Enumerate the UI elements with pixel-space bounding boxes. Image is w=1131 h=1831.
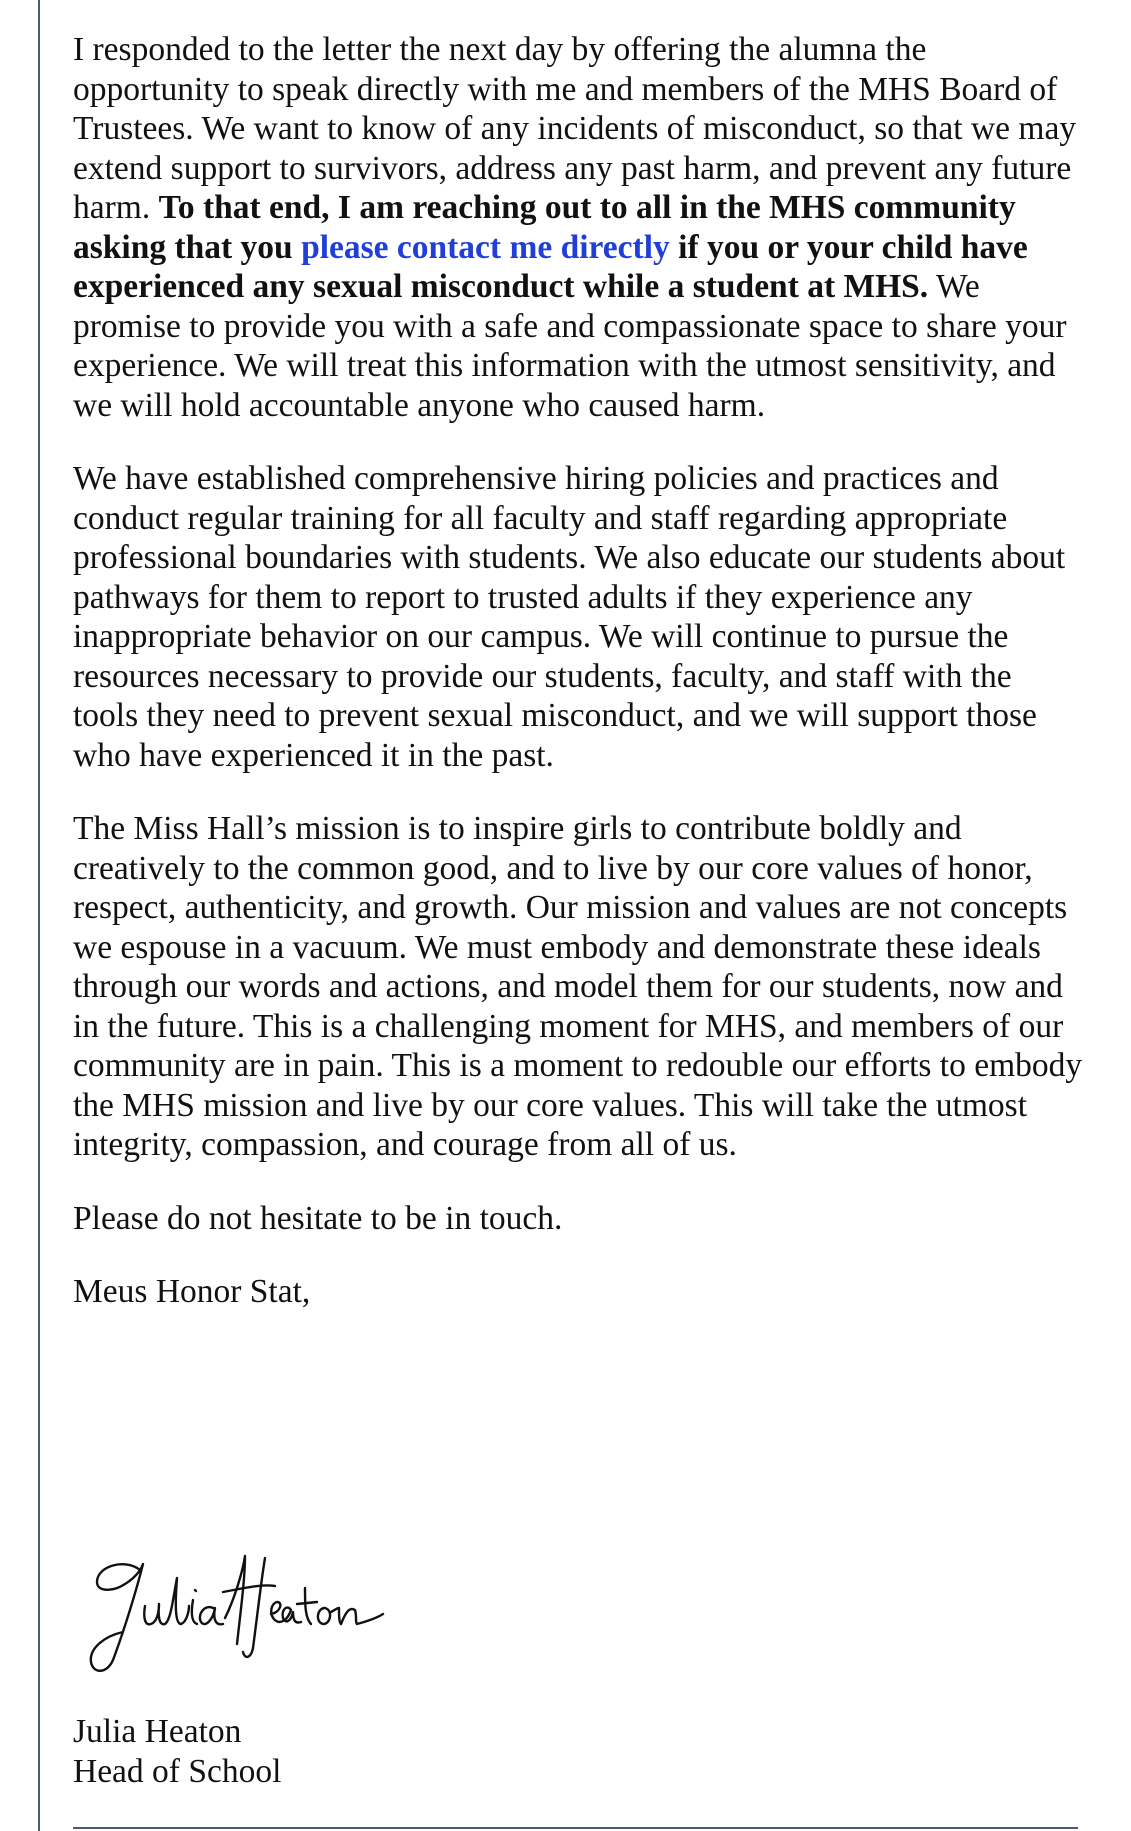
signature-block <box>73 1712 281 1792</box>
paragraph-1-bold <box>73 189 1028 305</box>
paragraph-4: Please do not hesitate to be in touch. <box>73 1199 563 1237</box>
paragraph-2: We have established comprehensive hiring policies and practices and conduct regular training for all faculty and staff regarding appropriate professional boundaries with students. We also educate our students about pathways for them to report to trusted adults if they experience any inappropriate behavior on our campus. We will continue to pursue the resources necessary to provide our students, faculty, and staff with the tools they need to prevent sexual misconduct, and we will support those who have experienced it in the past. <box>73 460 1066 774</box>
bottom-divider <box>73 1827 1078 1829</box>
contact-me-link[interactable]: please contact me directly <box>301 228 670 266</box>
letter-body <box>73 30 1083 1346</box>
signature-image <box>85 1548 385 1678</box>
paragraph-1-intro: I responded to the letter the next day by offering the alumna the opportunity to speak directly with me and members of the MHS Board of Trustees. We want to know of any incidents of misconduct, so that we may extend support to survivors, address any past harm, and prevent any future harm. <box>73 31 1077 226</box>
closing-salutation: Meus Honor Stat, <box>73 1273 311 1310</box>
signer-name: Julia Heaton <box>73 1713 242 1750</box>
paragraph-1-rest: We promise to provide you with a safe and compassionate space to share your experience. We will treat this information with the utmost sensitivity, and we will hold accountable anyone who caused harm. <box>73 268 1067 424</box>
signer-title: Head of School <box>73 1753 282 1790</box>
paragraph-1 <box>73 30 1083 425</box>
paragraph-1-bold-start: To that end, I am reaching out to all in the MHS community asking that you <box>73 189 1016 266</box>
paragraph-3: The Miss Hall’s mission is to inspire girls to contribute boldly and creatively to the common good, and to live by our core values of honor, respect, authenticity, and growth. Our mission and values are not concepts we espouse in a vacuum. We must embody and demonstrate these ideals through our words and actions, and model them for our students, now and in the future. This is a challenging moment for MHS, and members of our community are in pain. This is a moment to redouble our efforts to embody the MHS mission and live by our core values. This will take the utmost integrity, compassion, and courage from all of us. <box>73 810 1083 1163</box>
paragraph-1-bold-end: if you or your child have experienced any sexual misconduct while a student at MHS. <box>73 228 1028 305</box>
